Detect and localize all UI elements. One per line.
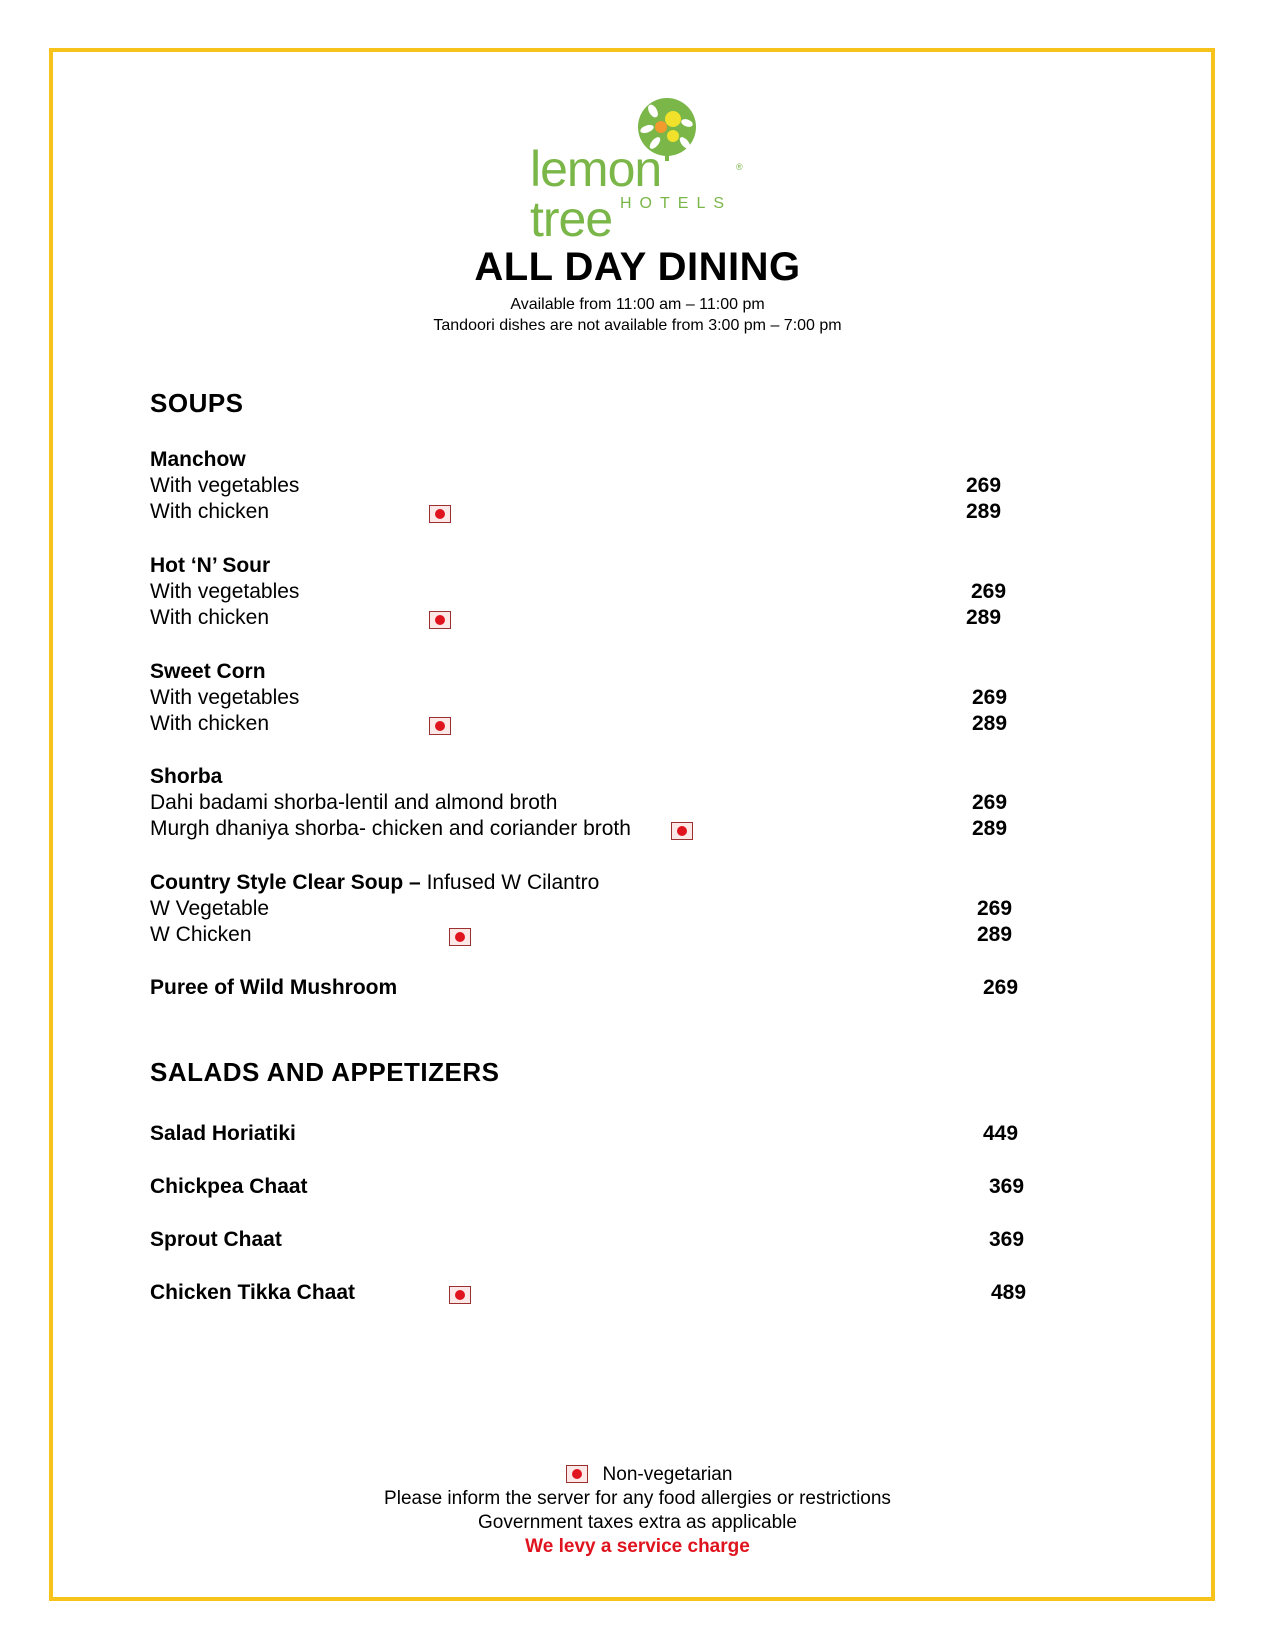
non-veg-icon bbox=[449, 928, 471, 946]
dish-variant: W Vegetable bbox=[150, 897, 270, 920]
dish-variant: With vegetables bbox=[150, 474, 300, 497]
dish-price: 289 bbox=[972, 712, 1008, 735]
dish-group-name: Sweet Corn bbox=[150, 660, 266, 683]
non-veg-icon bbox=[429, 611, 451, 629]
dish-name: Puree of Wild Mushroom bbox=[150, 976, 398, 999]
dish-price: 289 bbox=[966, 606, 1002, 629]
registered-mark: ® bbox=[736, 162, 743, 172]
tandoori-note: Tandoori dishes are not available from 3:00 pm – 7:00 pm bbox=[433, 317, 842, 334]
dish-price: 269 bbox=[966, 474, 1002, 497]
dish-variant: With chicken bbox=[150, 712, 270, 735]
non-veg-icon bbox=[671, 822, 693, 840]
dish-group-line bbox=[150, 871, 599, 895]
dish-price: 269 bbox=[972, 686, 1008, 709]
brand-name: lemon tree bbox=[530, 141, 662, 247]
lemon-tree-logo bbox=[530, 92, 750, 247]
dish-price: 289 bbox=[977, 923, 1013, 946]
dish-name: Sprout Chaat bbox=[150, 1228, 282, 1251]
dish-variant: Dahi badami shorba-lentil and almond broth bbox=[150, 791, 558, 814]
dish-group-name: Shorba bbox=[150, 765, 223, 788]
dish-name: Chickpea Chaat bbox=[150, 1175, 308, 1198]
dish-variant: With vegetables bbox=[150, 686, 300, 709]
dish-group-name: Hot ‘N’ Sour bbox=[150, 554, 271, 577]
allergy-note: Please inform the server for any food allergies or restrictions bbox=[384, 1488, 891, 1509]
dish-group-name: Manchow bbox=[150, 448, 246, 471]
dish-price: 289 bbox=[966, 500, 1002, 523]
dish-price: 289 bbox=[972, 817, 1008, 840]
dish-variant: With vegetables bbox=[150, 580, 300, 603]
dish-price: 269 bbox=[972, 791, 1008, 814]
dish-group-note: Infused W Cilantro bbox=[426, 871, 600, 894]
dish-name: Salad Horiatiki bbox=[150, 1122, 296, 1145]
dish-price: 369 bbox=[989, 1228, 1025, 1251]
non-veg-icon bbox=[429, 505, 451, 523]
dish-variant: W Chicken bbox=[150, 923, 252, 946]
dish-variant: With chicken bbox=[150, 500, 270, 523]
dish-variant: Murgh dhaniya shorba- chicken and coriander broth bbox=[150, 817, 631, 840]
section-heading-soups: SOUPS bbox=[150, 388, 244, 418]
dish-price: 369 bbox=[989, 1175, 1025, 1198]
taxes-note: Government taxes extra as applicable bbox=[478, 1512, 797, 1533]
page-title: ALL DAY DINING bbox=[474, 245, 801, 289]
dish-name: Chicken Tikka Chaat bbox=[150, 1281, 356, 1304]
section-heading-salads: SALADS AND APPETIZERS bbox=[150, 1057, 500, 1087]
dish-variant: With chicken bbox=[150, 606, 270, 629]
service-charge-note: We levy a service charge bbox=[525, 1536, 750, 1557]
dish-price: 269 bbox=[983, 976, 1019, 999]
brand-sub: HOTELS bbox=[620, 195, 733, 212]
dish-price: 449 bbox=[983, 1122, 1019, 1145]
dish-group-name: Country Style Clear Soup – bbox=[150, 871, 421, 894]
non-veg-icon bbox=[449, 1286, 471, 1304]
dish-price: 489 bbox=[991, 1281, 1027, 1304]
non-veg-icon bbox=[429, 717, 451, 735]
dish-price: 269 bbox=[977, 897, 1013, 920]
dish-price: 269 bbox=[971, 580, 1007, 603]
availability-text: Available from 11:00 am – 11:00 pm bbox=[510, 296, 765, 313]
legend-label: Non-vegetarian bbox=[602, 1464, 733, 1485]
